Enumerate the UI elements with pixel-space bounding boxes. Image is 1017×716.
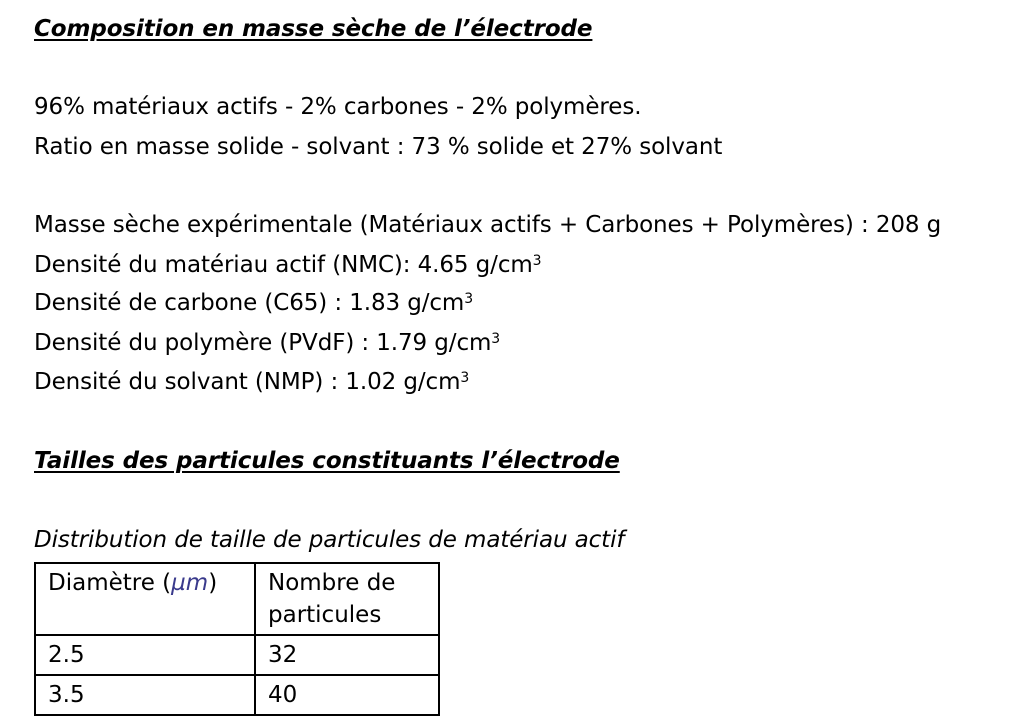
density-polymer-exponent: 3	[491, 331, 501, 347]
dry-mass-text: Masse sèche expérimentale (Matériaux actifs + Carbones + Polymères) : 208 g	[34, 212, 942, 238]
section-title-composition: Composition en masse sèche de l’électrode	[34, 16, 593, 42]
header-diameter-suffix: )	[208, 570, 218, 596]
header-diameter	[35, 563, 255, 635]
particle-size-table	[34, 562, 440, 716]
density-solvent-exponent: 3	[460, 370, 470, 386]
density-solvent	[34, 367, 469, 397]
cell-count: 32	[255, 635, 439, 675]
header-count	[255, 563, 439, 635]
density-nmc	[34, 250, 541, 280]
table-row	[35, 675, 439, 715]
ratio-text: Ratio en masse solide - solvant : 73 % solide et 27% solvant	[34, 134, 723, 160]
density-solvent-text: Densité du solvant (NMP) : 1.02 g/cm	[34, 369, 461, 395]
cell-count: 40	[255, 675, 439, 715]
table-header-row	[35, 563, 439, 635]
table-caption: Distribution de taille de particules de matériau actif	[34, 527, 625, 553]
header-count-line2: particules	[268, 602, 382, 628]
cell-diameter: 2.5	[35, 635, 255, 675]
density-polymer	[34, 328, 500, 358]
density-carbon	[34, 288, 473, 318]
section-title-particles: Tailles des particules constituants l’électrode	[34, 448, 620, 474]
table-row	[35, 635, 439, 675]
cell-diameter: 3.5	[35, 675, 255, 715]
header-count-line1: Nombre de	[268, 570, 396, 596]
density-nmc-text: Densité du matériau actif (NMC): 4.65 g/cm	[34, 252, 533, 278]
density-carbon-text: Densité de carbone (C65) : 1.83 g/cm	[34, 290, 465, 316]
header-diameter-unit: µm	[171, 570, 209, 596]
header-diameter-prefix: Diamètre (	[48, 570, 172, 596]
density-carbon-exponent: 3	[464, 291, 474, 307]
density-nmc-exponent: 3	[532, 253, 542, 269]
density-polymer-text: Densité du polymère (PVdF) : 1.79 g/cm	[34, 330, 492, 356]
composition-text: 96% matériaux actifs - 2% carbones - 2% polymères.	[34, 94, 642, 120]
